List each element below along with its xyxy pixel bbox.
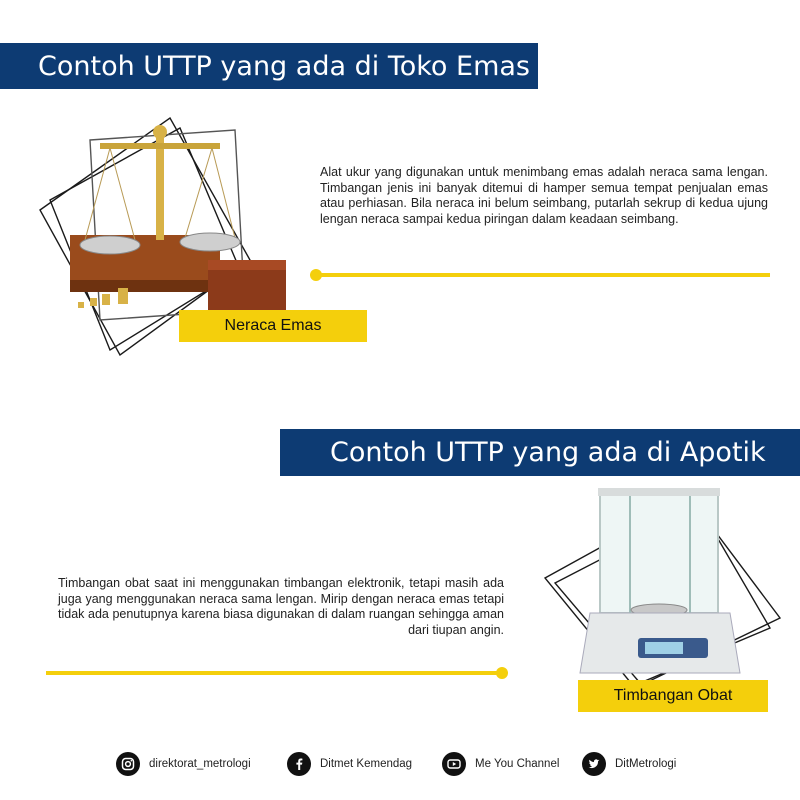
section2-divider-dot — [496, 667, 508, 679]
section2-description: Timbangan obat saat ini menggunakan timbangan elektronik, tetapi masih ada juga yang menggunakan neraca sama lengan. Mirip dengan neraca emas tetapi tidak ada penutupnya karena biasa digunakan di dalam ruangan sehingga aman dari tiupan angin. — [58, 576, 504, 637]
section2-title-banner — [280, 429, 800, 476]
section1-title-banner — [0, 43, 538, 89]
youtube-link[interactable] — [442, 752, 559, 776]
neraca-emas-label: Neraca Emas — [179, 310, 367, 342]
section1-title: Contoh UTTP yang ada di Toko Emas — [38, 50, 530, 82]
section1-divider-dot — [310, 269, 322, 281]
facebook-handle: Ditmet Kemendag — [320, 758, 413, 770]
twitter-icon — [582, 752, 606, 776]
section1-divider — [316, 273, 770, 277]
analytical-balance-image — [540, 488, 790, 688]
youtube-icon — [442, 752, 466, 776]
facebook-link[interactable] — [287, 752, 412, 776]
youtube-handle: Me You Channel — [475, 758, 560, 770]
facebook-icon — [287, 752, 311, 776]
timbangan-obat-label: Timbangan Obat — [578, 680, 768, 712]
section2-divider — [46, 671, 502, 675]
instagram-link[interactable] — [116, 752, 251, 776]
section1-description: Alat ukur yang digunakan untuk menimbang emas adalah neraca sama lengan. Timbangan jenis ini banyak ditemui di hamper semua tempat penjualan emas atau perhiasan. Bila neraca ini belum seimbang, putarlah sekrup di kedua ujung lengan neraca sampai kedua piringan dalam keadaan seimbang. — [320, 165, 768, 226]
instagram-handle: direktorat_metrologi — [149, 758, 251, 770]
twitter-link[interactable] — [582, 752, 676, 776]
instagram-icon — [116, 752, 140, 776]
section2-title: Contoh UTTP yang ada di Apotik — [330, 437, 766, 468]
twitter-handle: DitMetrologi — [615, 758, 677, 770]
